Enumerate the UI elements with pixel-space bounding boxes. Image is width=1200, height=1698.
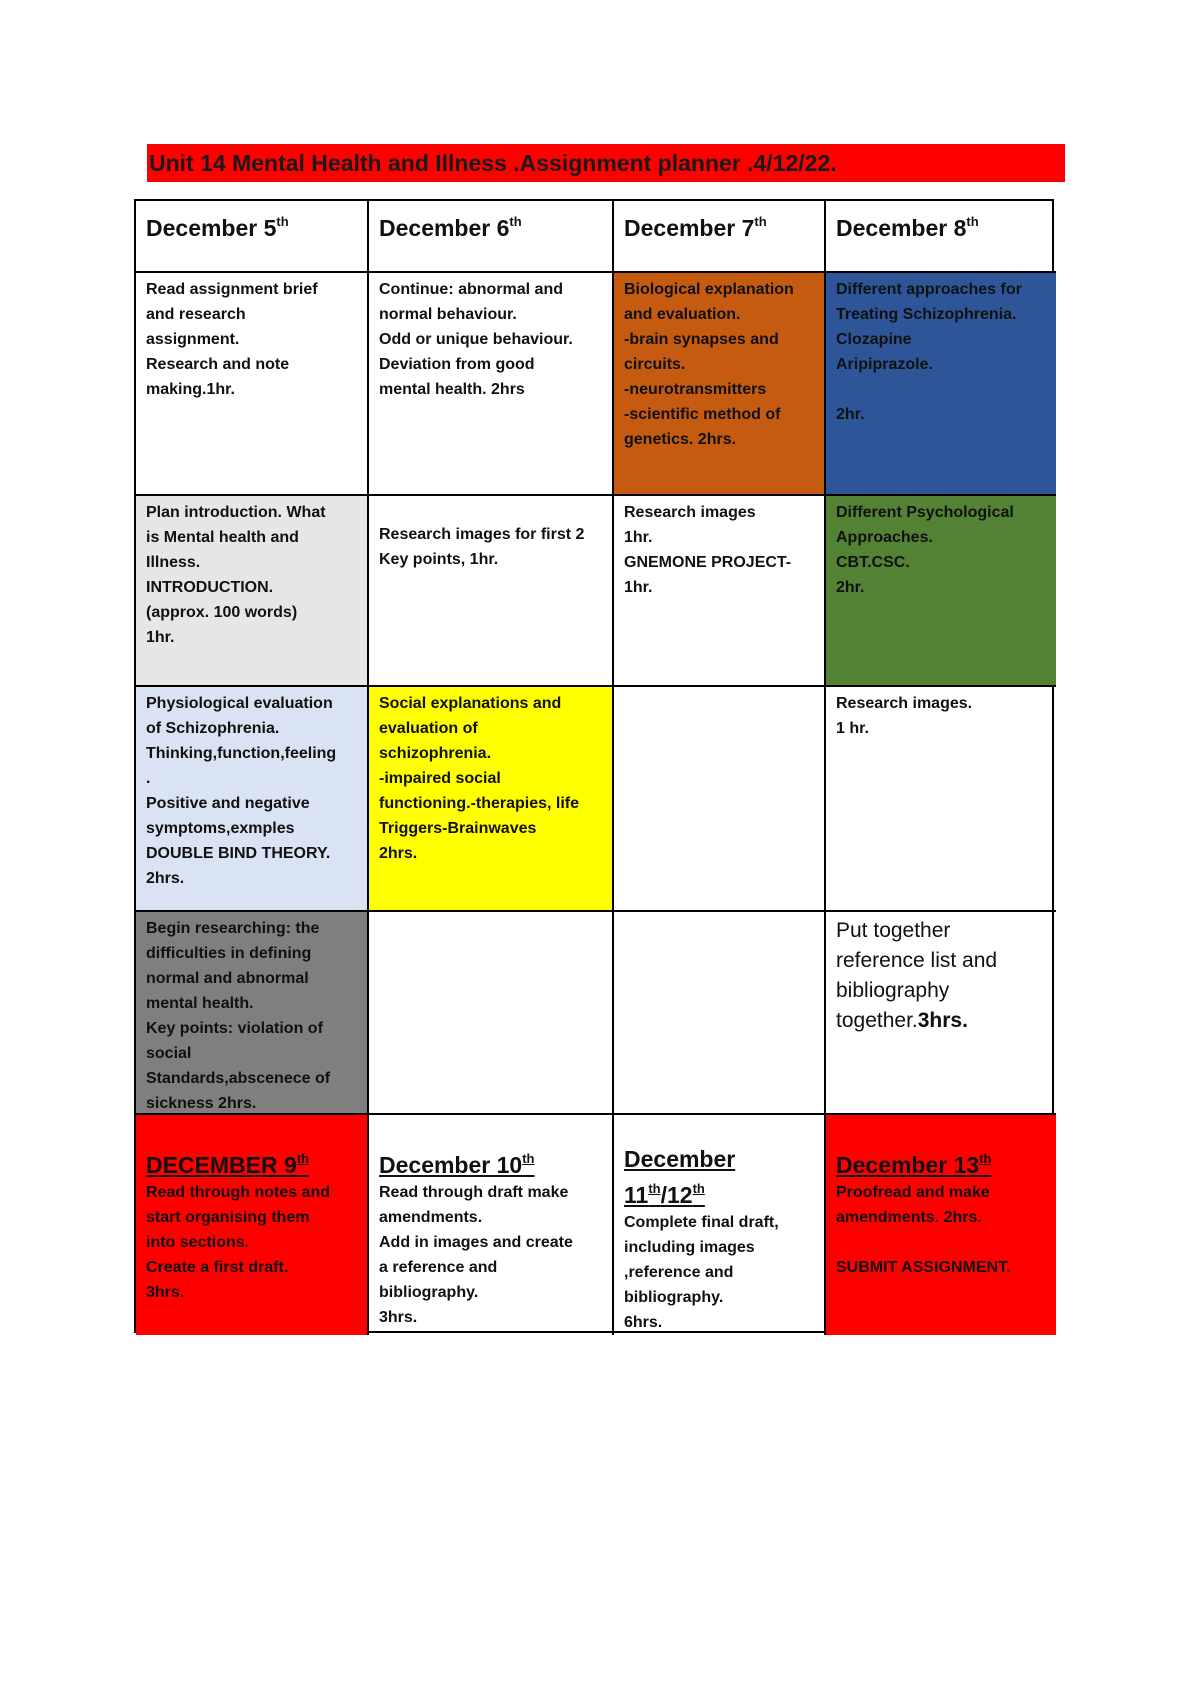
cell-r1-dec8: Different approaches for Treating Schizophrenia. Clozapine Aripiprazole. 2hr. [826,273,1056,496]
header-dec-5: December 5th [136,201,369,273]
cell-r2-dec6: Research images for first 2 Key points, 1hr. [369,496,614,687]
dec13-heading: December 13th [836,1151,992,1178]
cell-r1-dec5: Read assignment brief and research assignment. Research and note making.1hr. [136,273,369,496]
cell-r1-dec6: Continue: abnormal and normal behaviour. Odd or unique behaviour. Deviation from good mental health. 2hrs [369,273,614,496]
cell-dec13: December 13th Proofread and make amendments. 2hrs. SUBMIT ASSIGNMENT. [826,1115,1056,1335]
header-dec-8: December 8th [826,201,1056,273]
cell-r3-dec5: Physiological evaluation of Schizophrenia. Thinking,function,feeling . Positive and negative symptoms,exmples DOUBLE BIND THEORY. 2hrs. [136,687,369,912]
cell-r3-dec7 [614,687,826,912]
cell-r3-dec8: Research images. 1 hr. [826,687,1056,912]
header-dec-6: December 6th [369,201,614,273]
cell-r4-dec8: Put together reference list and bibliography together.3hrs. [826,912,1056,1115]
page-title: Unit 14 Mental Health and Illness .Assignment planner .4/12/22. [147,144,1065,182]
dec10-heading: December 10th [379,1151,535,1178]
cell-r4-dec7 [614,912,826,1115]
cell-r3-dec6: Social explanations and evaluation of schizophrenia. -impaired social functioning.-therapies, life Triggers-Brainwaves 2hrs. [369,687,614,912]
cell-r4-dec5: Begin researching: the difficulties in defining normal and abnormal mental health. Key points: violation of social Standards,abscenece of sickness 2hrs. [136,912,369,1115]
cell-r2-dec8: Different Psychological Approaches. CBT.CSC. 2hr. [826,496,1056,687]
header-dec-7: December 7th [614,201,826,273]
dec9-heading: DECEMBER 9th [146,1151,310,1178]
cell-dec10: December 10th Read through draft make amendments. Add in images and create a reference and bibliography. 3hrs. [369,1115,614,1335]
cell-dec11-12: December 11th/12th Complete final draft, including images ,reference and bibliography. 6hrs. [614,1115,826,1335]
cell-r1-dec7: Biological explanation and evaluation. -brain synapses and circuits. -neurotransmitters -scientific method of genetics. 2hrs. [614,273,826,496]
cell-r2-dec7: Research images 1hr. GNEMONE PROJECT- 1hr. [614,496,826,687]
dec11-12-heading: December 11th/12th [624,1146,736,1208]
cell-r4-dec6 [369,912,614,1115]
planner-table [134,199,1054,1333]
cell-r2-dec5: Plan introduction. What is Mental health and Illness. INTRODUCTION. (approx. 100 words) 1hr. [136,496,369,687]
cell-dec9: DECEMBER 9th Read through notes and start organising them into sections. Create a first draft. 3hrs. [136,1115,369,1335]
